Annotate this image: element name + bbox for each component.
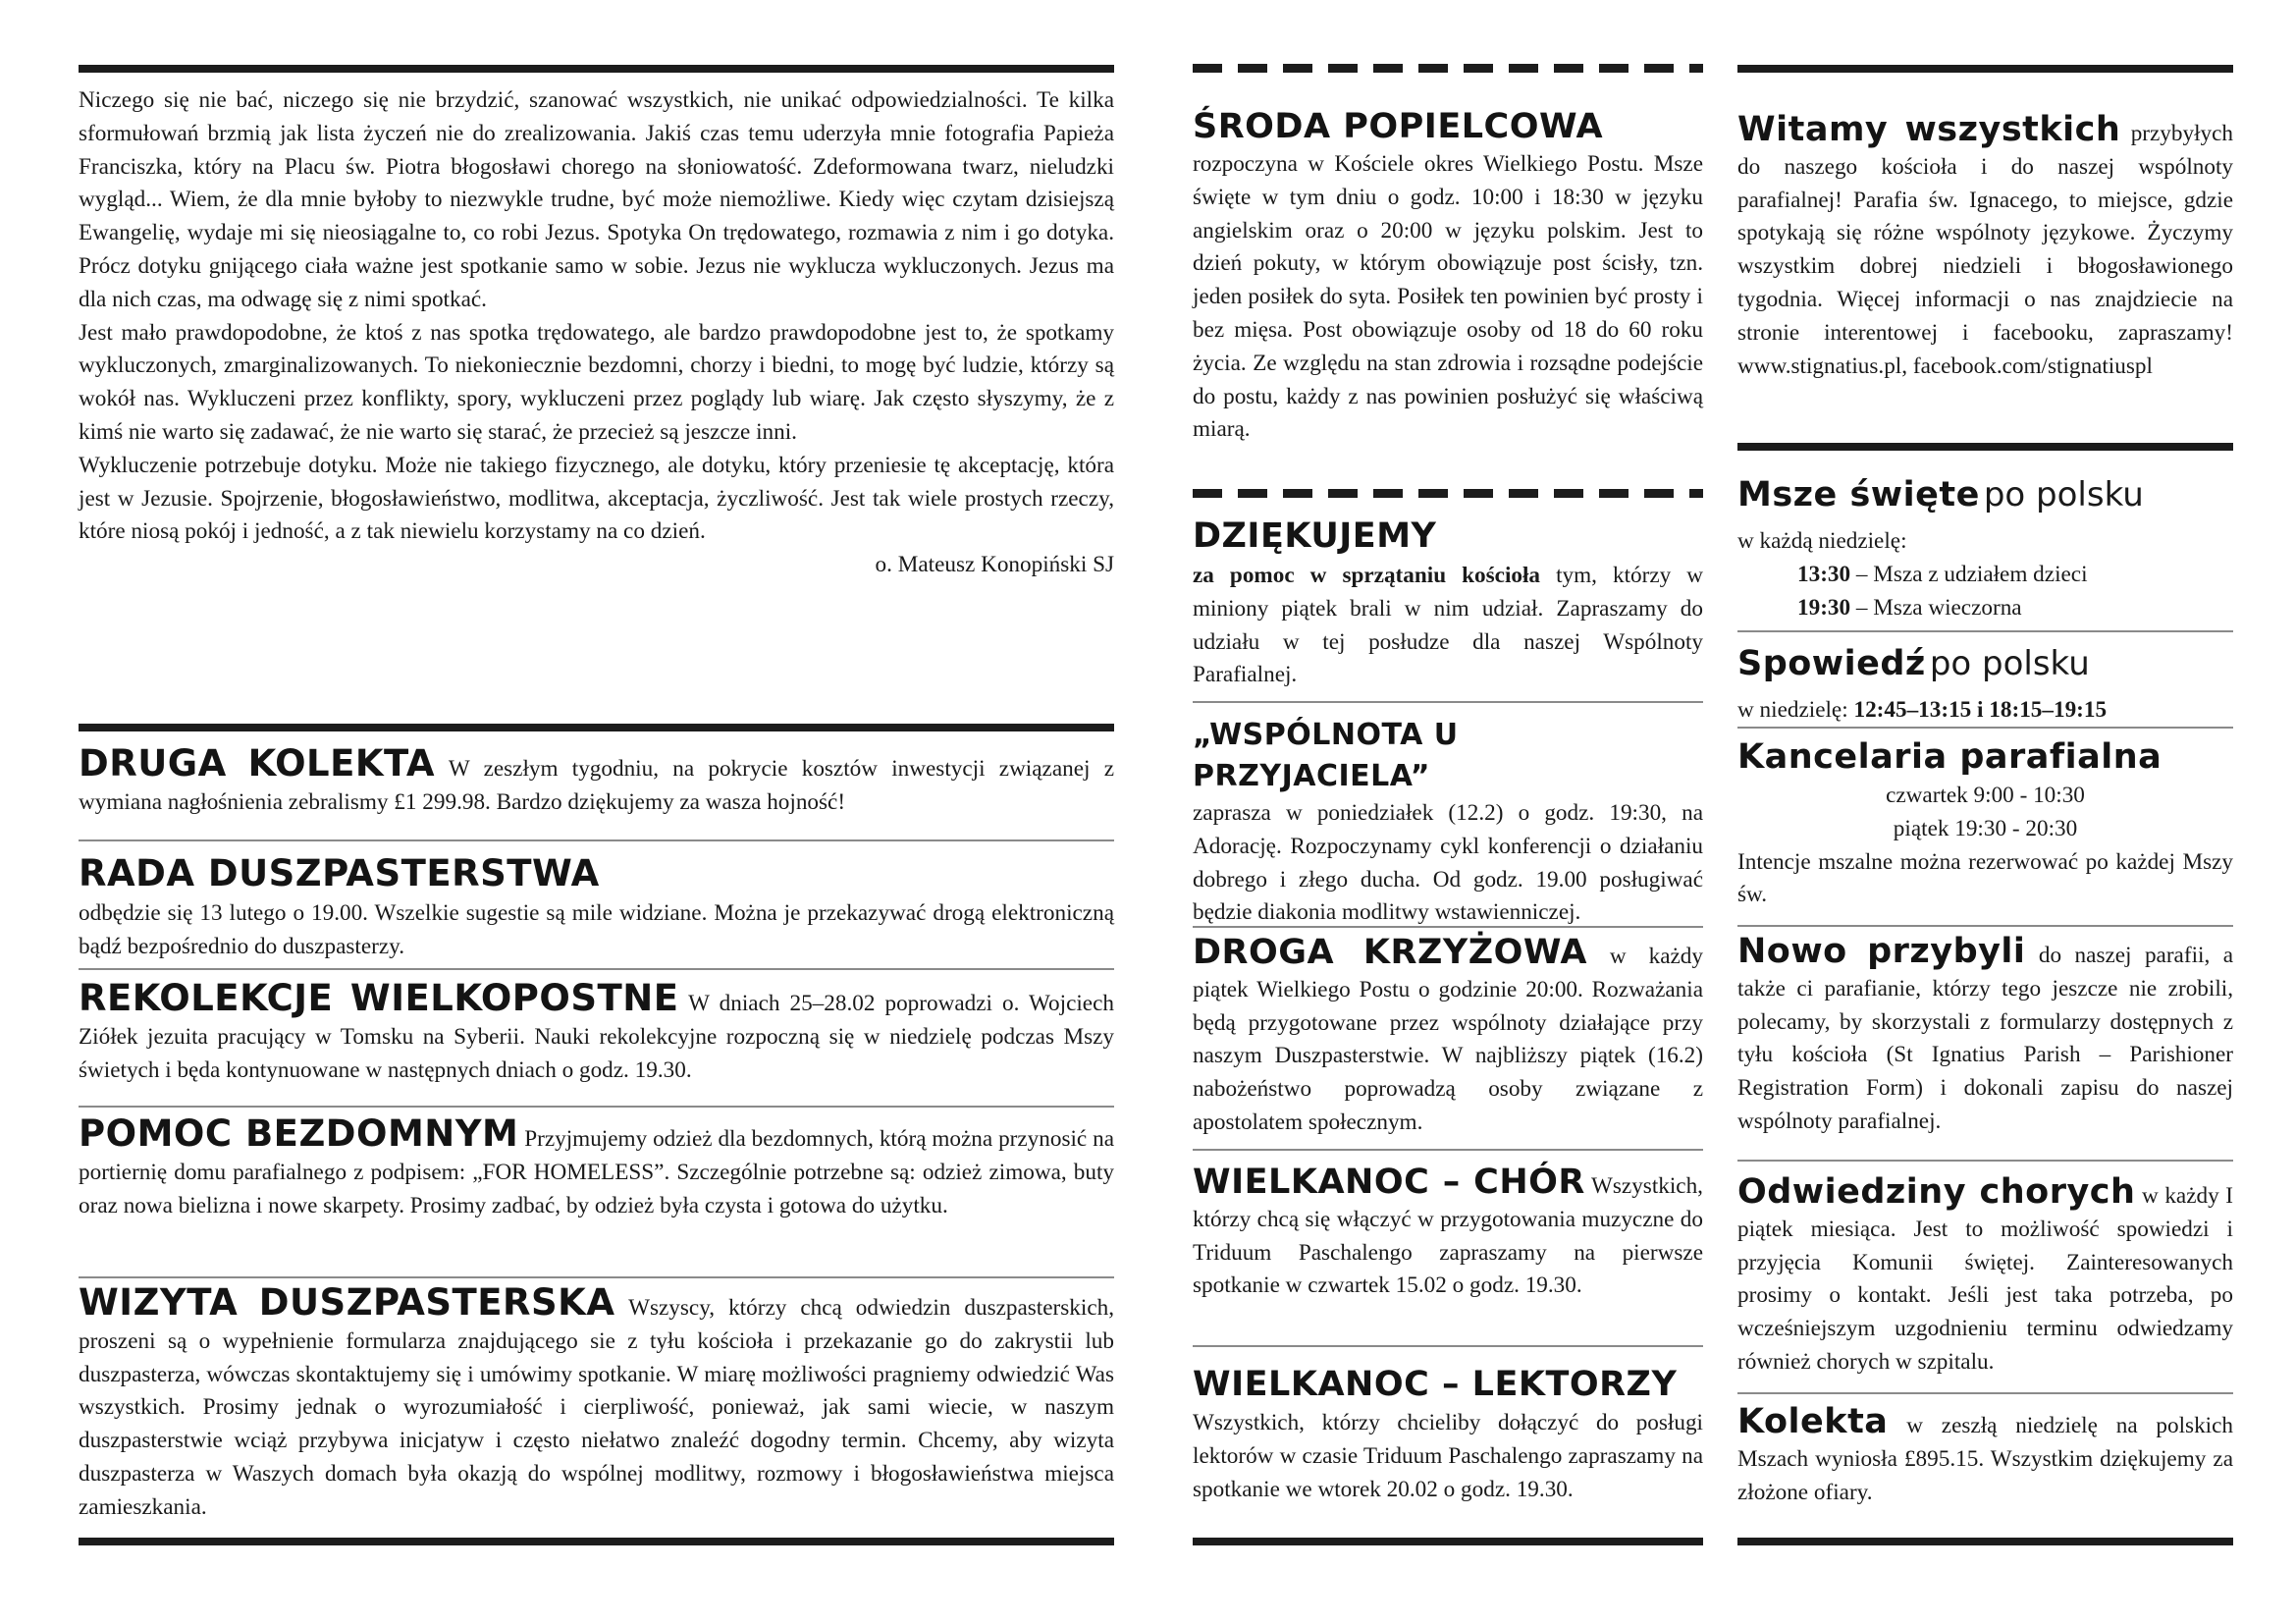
- divider: [1737, 1392, 2233, 1394]
- divider-bottom: [1193, 1538, 1703, 1545]
- notice-title: REKOLEKCJE WIELKOPOSTNE: [79, 977, 679, 1019]
- notice-text: rozpoczyna w Kościele okres Wielkiego Postu. Msze święte w tym dniu o godz. 10:00 i 18:30 w języku angielskim oraz o 20:00 w języku polskim. Jest to dzień pokuty, w którym obowiązuje post ścisły, tzn. jeden posiłek do syta. Posiłek ten powinien być prosty i bez mięsa. Post obowiązuje osoby od 18 do 60 roku życia. Ze względu na stan zdrowia i rozsądne podejście do postu, każdy z nas powinien posłużyć się właściwą miarą.: [1193, 151, 1703, 443]
- mass-intro: w każdą niedzielę:: [1737, 528, 1907, 554]
- reflection-paragraph: Jest mało prawdopodobne, że ktoś z nas spotka trędowatego, ale bardzo prawdopodobne jest to, że spotkamy wykluczonych, zmarginalizowanych. To niekoniecznie bezdomni, chorzy i biedni, to mogę być ludzie, którzy są wokół nas. Wykluczeni przez konflikty, spory, wykluczeni przez poglądy lub wiarę. Jak często słyszymy, że z kimś nie warto się zadawać, że nie warto się starać, że przecież są jeszcze inni.: [79, 319, 1114, 445]
- notice-title: Odwiedziny chorych: [1737, 1172, 2136, 1212]
- notice-bold: za pomoc w sprzątaniu kościoła: [1193, 563, 1541, 588]
- notice-title: POMOC BEZDOMNYM: [79, 1112, 519, 1155]
- notice-title: WIZYTA DUSZPASTERSKA: [79, 1281, 615, 1324]
- divider: [79, 1276, 1114, 1278]
- notice-title: Nowo przybyli: [1737, 932, 2026, 971]
- divider: [1737, 1160, 2233, 1162]
- notice-odwiedziny: [1737, 1172, 2233, 1380]
- divider-bottom: [79, 1538, 1114, 1545]
- notice-title: DZIĘKUJEMY: [1193, 516, 1437, 556]
- notice-text: Intencje mszalne można rezerwować po każdej Mszy św.: [1737, 848, 2233, 908]
- notice-text: W zeszłym tygodniu, na pokrycie kosztów inwestycji związanej z wymiana nagłośnienia zebralismy £1 299.98. Bardzo dziękujemy za wasza hojność!: [79, 756, 1114, 815]
- notice-text: w każdy I piątek miesiąca. Jest to możliwość spowiedzi i przyjęcia Komunii świętej. Zainteresowanych prosimy o kontakt. Jeśli jest taka potrzeba, po wcześniejszym uzgodnieniu terminu odwiedzamy również chorych w szpitalu.: [1737, 1183, 2233, 1375]
- divider: [1193, 701, 1703, 703]
- mass-label: – Msza wieczorna: [1855, 594, 2022, 621]
- mass-time: 13:30: [1797, 561, 1851, 587]
- notice-rekolekcje: [79, 977, 1114, 1087]
- notice-nowo-przybyli: [1737, 932, 2234, 1139]
- notice-rada-duszpasterstwa: [79, 850, 1114, 964]
- divider: [1737, 443, 2233, 451]
- notice-witamy: [1737, 110, 2234, 383]
- notice-kolekta: [1737, 1402, 2233, 1509]
- divider: [79, 724, 1114, 731]
- notice-wielkanoc-chor: [1193, 1163, 1703, 1303]
- notice-text: Wszyscy, którzy chcą odwiedzin duszpasterskich, proszeni są o wypełnienie formularza znajdującego sie z tyłu kościoła i przekazanie go do zakrystii lub duszpasterza, wówczas skontaktujemy się i umówimy spotkanie. W miarę możliwości pragniemy odwiedzić Was wszystkich. Prosimy jednak o wyrozumiałość i cierpliwość, ponieważ, jak sami wiecie, w naszym duszpasterstwie wciąż przybywa inicjatyw i często niełatwo znaleźć dogodny termin. Chcemy, aby wizyta duszpasterza w Waszych domach była okazją do wspólnej modlitwy, rozmowy i błogosławieństwa miejsca zamieszkania.: [79, 1295, 1115, 1520]
- notice-title: Spowiedź: [1737, 644, 1926, 683]
- divider: [79, 1106, 1114, 1108]
- notice-text: zaprasza w poniedziałek (12.2) o godz. 19:30, na Adorację. Rozpoczynamy cykl konferencji o działaniu dobrego i złego ducha. Od godz. 19.00 posługiwać będzie diakonia modlitwy wstawienniczej.: [1193, 800, 1703, 926]
- notice-sroda-popielcowa: [1193, 105, 1703, 447]
- notice-wspolnota: [1193, 715, 1703, 930]
- notice-title: WIELKANOC – LEKTORZY: [1193, 1365, 1678, 1404]
- notice-title: DROGA KRZYŻOWA: [1193, 933, 1587, 972]
- notice-text: Przyjmujemy odzież dla bezdomnych, którą można przynosić na portiernię domu parafialnego z podpisem: „FOR HOMELESS”. Szczególnie potrzebne są: odzież zimowa, buty oraz nowa bielizna i nowe skarpety. Prosimy zadbać, by odzież była czysta i gotowa do użytku.: [79, 1126, 1114, 1218]
- notice-text: Wszystkich, którzy chcieliby dołączyć do posługi lektorów w czasie Triduum Paschalengo zapraszamy na spotkanie we wtorek 20.02 o godz. 19.30.: [1193, 1410, 1703, 1502]
- dashed-divider: [1193, 64, 1703, 73]
- notice-spowiedz: [1737, 640, 2233, 728]
- notice-text: do naszej parafii, a także ci parafianie, którzy tego jeszcze nie zrobili, polecamy, by skorzystali z formularzy dostępnych z tyłu kościoła (St Ignatius Parish – Parishioner Registration Form) i dokonali zapisu do naszej wspólnoty parafialnej.: [1737, 943, 2234, 1134]
- notice-title: DRUGA KOLEKTA: [79, 742, 436, 785]
- mass-time: 19:30: [1797, 594, 1851, 621]
- notice-title-light: po polsku: [1929, 644, 2090, 683]
- notice-title: Kolekta: [1737, 1402, 1889, 1441]
- confession-times: 12:45–13:15 i 18:15–19:15: [1853, 697, 2108, 723]
- divider-top: [79, 65, 1114, 73]
- notice-pomoc-bezdomnym: [79, 1112, 1114, 1222]
- divider: [1193, 926, 1703, 928]
- notice-text: tym, którzy w miniony piątek brali w nim udział. Zapraszamy do udziału w tej posłudze dla naszej Wspólnoty Parafialnej.: [1193, 563, 1703, 688]
- divider: [1737, 630, 2233, 632]
- confession-prefix: w niedzielę:: [1737, 697, 1848, 723]
- notice-druga-kolekta: [79, 742, 1114, 820]
- notice-text: W dniach 25–28.02 poprowadzi o. Wojciech Ziółek jezuita pracujący w Tomsku na Syberii. Nauki rekolekcyjne rozpoczną się w niedzielę podczas Mszy świetych i będa kontynuowane w następnych dniach o godz. 19.30.: [79, 991, 1114, 1083]
- office-hours: piątek 19:30 - 20:30: [1893, 815, 2078, 841]
- notice-dziekujemy: [1193, 513, 1703, 692]
- dashed-divider: [1193, 489, 1703, 498]
- reflection-signature: o. Mateusz Konopiński SJ: [875, 552, 1114, 578]
- notice-title: Msze święte: [1737, 475, 1980, 514]
- notice-text: w zeszłą niedzielę na polskich Mszach wyniosła £895.15. Wszystkim dziękujemy za złożone ofiary.: [1737, 1413, 2233, 1505]
- mass-label: – Msza z udziałem dzieci: [1855, 561, 2088, 587]
- notice-title: RADA DUSZPASTERSTWA: [79, 852, 600, 894]
- mass-row: [1737, 592, 2233, 625]
- divider: [1193, 1345, 1703, 1347]
- reflection-article: [79, 84, 1114, 582]
- reflection-paragraph: Niczego się nie bać, niczego się nie brzydzić, szanować wszystkich, nie unikać odpowiedzialności. Te kilka sformułowań brzmią jak lista życzeń nie do zrealizowania. Jakiś czas temu uderzyła mnie fotografia Papieża Franciszka, który na Placu św. Piotra błogosławi chorego na słoniowatość. Zdeformowana twarz, nieludzki wygląd... Wiem, że dla mnie byłoby to niezwykle trudne, być może niemożliwe. Kiedy więc czytam dzisiejszą Ewangelię, wydaje mi się nieosiągalne to, co robi Jezus. Spotyka On trędowatego, rozmawia z nim i go dotyka. Prócz dotyku gnijącego ciała ważne jest spotkanie samo w sobie. Jezus nie wyklucza wykluczonych. Jezus ma dla nich czas, ma odwagę się z nimi spotkać.: [79, 87, 1114, 312]
- notice-wizyta-duszpasterska: [79, 1281, 1115, 1525]
- divider-bottom: [1737, 1538, 2233, 1545]
- notice-title: „WSPÓLNOTA U PRZYJACIELA”: [1193, 718, 1459, 793]
- reflection-paragraph: Wykluczenie potrzebuje dotyku. Może nie takiego fizycznego, ale dotyku, który przeniesie tę akceptację, która jest w Jezusie. Spojrzenie, błogosławieństwo, modlitwa, akceptacja, życzliwość. Jest tak wiele prostych rzeczy, które niosą pokój i jedność, a z tak niewielu korzystamy na co dzień.: [79, 452, 1114, 545]
- divider: [1737, 727, 2233, 729]
- divider: [79, 839, 1114, 841]
- notice-title: Kancelaria parafialna: [1737, 737, 2163, 777]
- mass-row: [1737, 559, 2233, 592]
- notice-title-light: po polsku: [1983, 475, 2144, 514]
- notice-droga-krzyzowa: [1193, 933, 1703, 1140]
- notice-kancelaria: [1737, 734, 2233, 912]
- notice-msze-swiete: [1737, 471, 2233, 624]
- divider: [1193, 1149, 1703, 1151]
- divider-top: [1737, 65, 2233, 73]
- notice-text: w każdy piątek Wielkiego Postu o godzinie 20:00. Rozważania będą przygotowane przez wspólnoty działające przy naszym Duszpasterstwie. W najbliższy piątek (16.2) nabożeństwo poprowadzą osoby związane z apostolatem społecznym.: [1193, 944, 1703, 1135]
- divider: [79, 968, 1114, 970]
- notice-title: Witamy wszystkich: [1737, 110, 2121, 149]
- office-hours: czwartek 9:00 - 10:30: [1886, 783, 2085, 808]
- notice-title: ŚRODA POPIELCOWA: [1193, 107, 1604, 146]
- notice-wielkanoc-lektorzy: [1193, 1362, 1703, 1506]
- notice-text: przybyłych do naszego kościoła i do naszej wspólnoty parafialnej! Parafia św. Ignacego, to miejsce, gdzie spotykają się różne wspólnoty językowe. Życzymy wszystkim dobrej niedzieli i błogosławionego tygodnia. Więcej informacji o nas znajdziecie na stronie interentowej i facebooku, zapraszamy! www.stignatius.pl, facebook.com/stignatiuspl: [1737, 121, 2234, 379]
- notice-title: WIELKANOC – CHÓR: [1193, 1163, 1585, 1202]
- notice-text: Wszystkich, którzy chcą się włączyć w przygotowania muzyczne do Triduum Paschalengo zapraszamy na pierwsze spotkanie w czwartek 15.02 o godz. 19.30.: [1193, 1173, 1703, 1299]
- divider: [1737, 925, 2233, 927]
- notice-text: odbędzie się 13 lutego o 19.00. Wszelkie sugestie są mile widziane. Można je przekazywać drogą elektroniczną bądź bezpośrednio do duszpasterzy.: [79, 900, 1114, 959]
